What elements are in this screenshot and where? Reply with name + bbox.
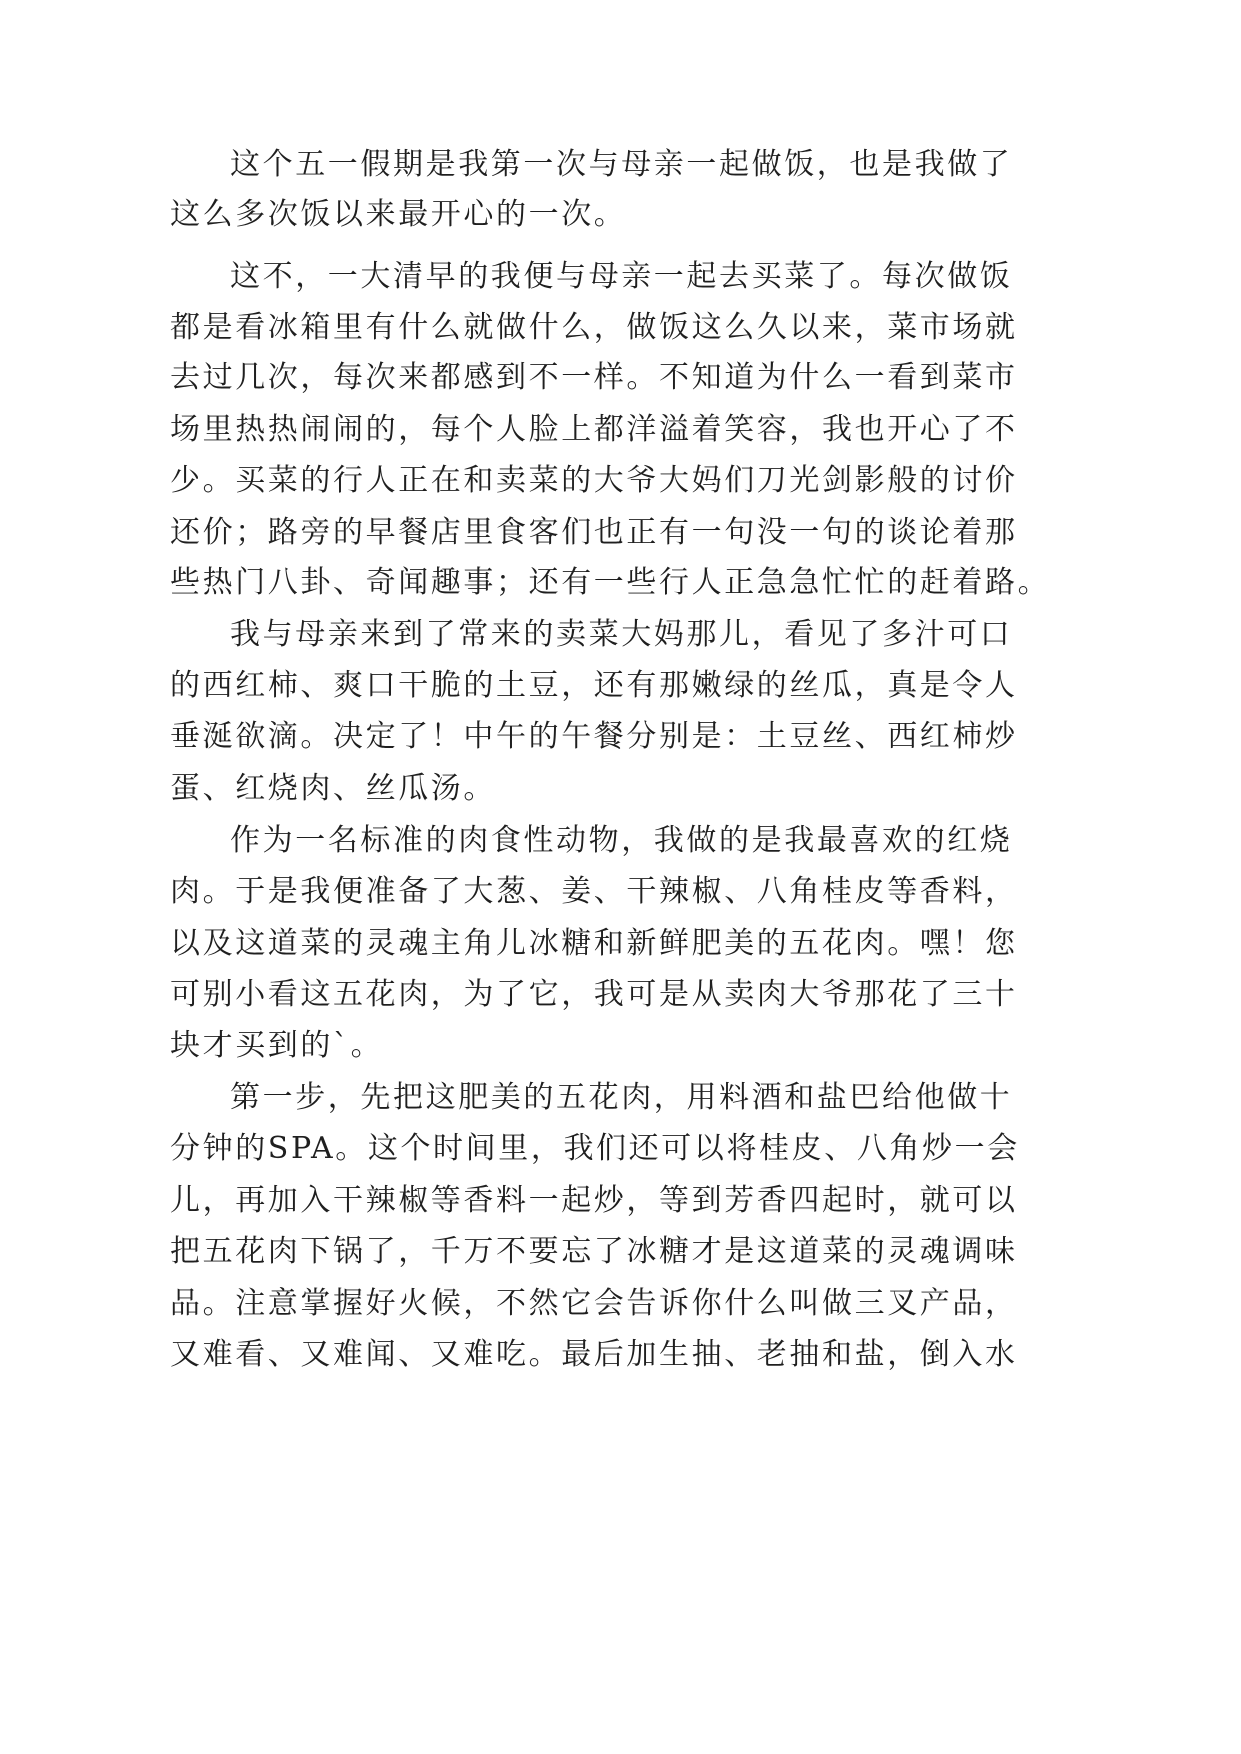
text-line: 这么多次饭以来最开心的一次。 <box>170 197 627 232</box>
text-line: 肉。于是我便准备了大葱、姜、干辣椒、八角桂皮等香料， <box>170 874 1018 909</box>
text-line: 块才买到的`。 <box>170 1028 384 1063</box>
text-line: 第一步，先把这肥美的五花肉，用料酒和盐巴给他做十 <box>230 1080 1013 1115</box>
text-line: 垂涎欲滴。决定了！中午的午餐分别是：土豆丝、西红柿炒 <box>170 719 1018 754</box>
text-line: 作为一名标准的肉食性动物，我做的是我最喜欢的红烧 <box>230 823 1013 858</box>
text-line: 以及这道菜的灵魂主角儿冰糖和新鲜肥美的五花肉。嘿！您 <box>170 926 1018 961</box>
text-line: 我与母亲来到了常来的卖菜大妈那儿，看见了多汁可口 <box>230 617 1013 652</box>
text-line: 还价；路旁的早餐店里食客们也正有一句没一句的谈论着那 <box>170 515 1018 550</box>
text-line: 这个五一假期是我第一次与母亲一起做饭，也是我做了 <box>230 147 1013 182</box>
text-line: 些热门八卦、奇闻趣事；还有一些行人正急急忙忙的赶着路。 <box>170 565 1051 600</box>
text-line: 把五花肉下锅了，千万不要忘了冰糖才是这道菜的灵魂调味 <box>170 1234 1018 1269</box>
text-line: 蛋、红烧肉、丝瓜汤。 <box>170 771 496 806</box>
text-line: 这不，一大清早的我便与母亲一起去买菜了。每次做饭 <box>230 259 1013 294</box>
text-line: 去过几次，每次来都感到不一样。不知道为什么一看到菜市 <box>170 360 1018 395</box>
text-line: 又难看、又难闻、又难吃。最后加生抽、老抽和盐，倒入水 <box>170 1337 1018 1372</box>
text-line: 可别小看这五花肉，为了它，我可是从卖肉大爷那花了三十 <box>170 977 1018 1012</box>
text-line: 少。买菜的行人正在和卖菜的大爷大妈们刀光剑影般的讨价 <box>170 463 1018 498</box>
text-line: 品。注意掌握好火候，不然它会告诉你什么叫做三叉产品， <box>170 1286 1018 1321</box>
text-line: 都是看冰箱里有什么就做什么，做饭这么久以来，菜市场就 <box>170 310 1018 345</box>
text-line: 的西红柿、爽口干脆的土豆，还有那嫩绿的丝瓜，真是令人 <box>170 668 1018 703</box>
text-line: 儿，再加入干辣椒等香料一起炒，等到芳香四起时，就可以 <box>170 1183 1018 1218</box>
text-line: 场里热热闹闹的，每个人脸上都洋溢着笑容，我也开心了不 <box>170 412 1018 447</box>
text-line: 分钟的SPA。这个时间里，我们还可以将桂皮、八角炒一会 <box>170 1131 1020 1166</box>
